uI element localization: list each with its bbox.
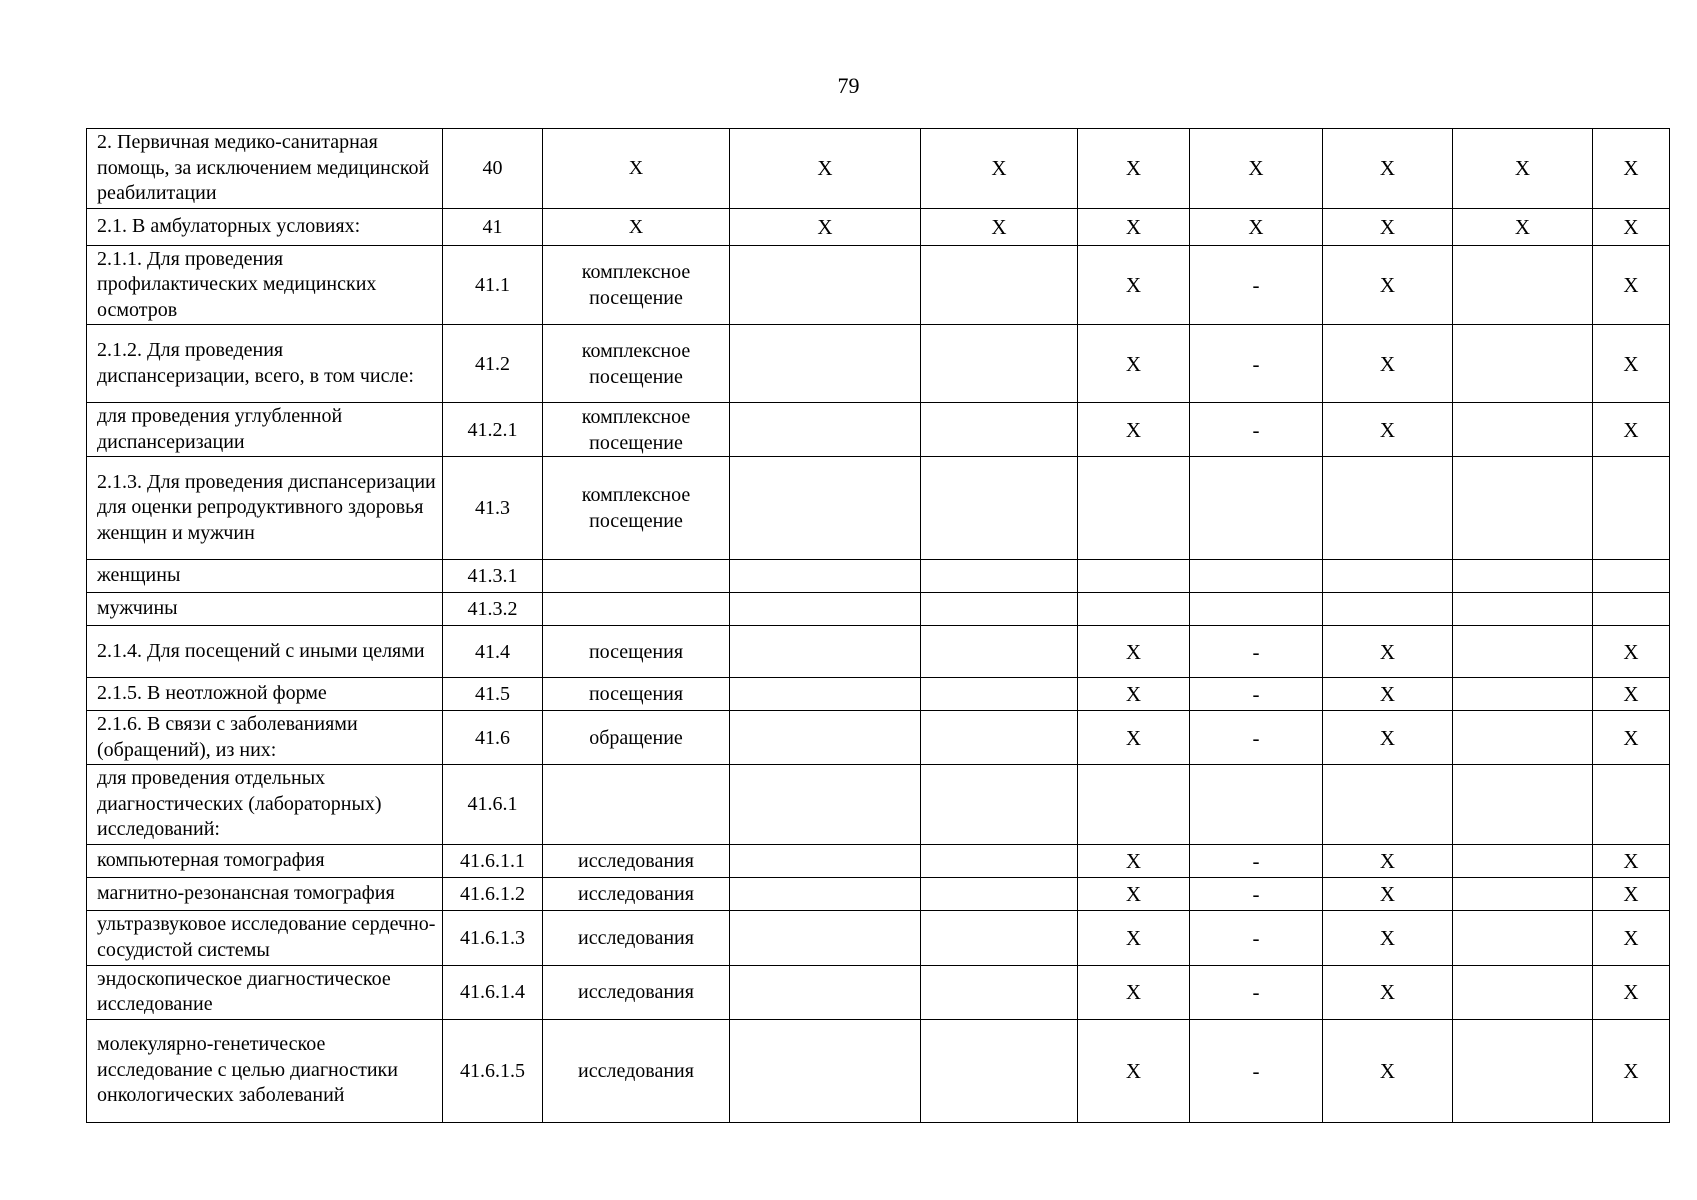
table-row	[87, 1019, 1670, 1122]
row-cell-6: X	[1078, 403, 1190, 457]
row-cell-10: X	[1593, 325, 1670, 403]
row-cell-4	[730, 910, 921, 965]
row-cell-9	[1453, 560, 1593, 593]
row-unit	[543, 560, 730, 593]
row-cell-5	[921, 403, 1078, 457]
row-cell-4	[730, 457, 921, 560]
row-cell-7: -	[1190, 877, 1323, 910]
row-unit: X	[543, 129, 730, 209]
row-cell-8	[1323, 560, 1453, 593]
row-cell-7: -	[1190, 325, 1323, 403]
row-name: для проведения углубленной диспансеризации	[87, 403, 443, 457]
table-row	[87, 403, 1670, 457]
row-cell-6: X	[1078, 245, 1190, 325]
row-cell-8: X	[1323, 844, 1453, 877]
row-cell-4: X	[730, 129, 921, 209]
row-cell-8	[1323, 457, 1453, 560]
row-cell-9: X	[1453, 129, 1593, 209]
row-cell-9	[1453, 325, 1593, 403]
row-unit: исследования	[543, 844, 730, 877]
row-unit: комплексное посещение	[543, 245, 730, 325]
row-code: 41.3.1	[443, 560, 543, 593]
table-row	[87, 457, 1670, 560]
row-cell-5	[921, 711, 1078, 765]
row-cell-6: X	[1078, 129, 1190, 209]
row-cell-7: -	[1190, 844, 1323, 877]
row-name: 2. Первичная медико-санитарная помощь, за исключением медицинской реабилитации	[87, 129, 443, 209]
row-cell-10: X	[1593, 678, 1670, 711]
table-row	[87, 560, 1670, 593]
row-code: 41.4	[443, 626, 543, 678]
row-cell-4	[730, 560, 921, 593]
row-cell-8: X	[1323, 1019, 1453, 1122]
row-cell-10: X	[1593, 245, 1670, 325]
row-name: 2.1.5. В неотложной форме	[87, 678, 443, 711]
row-cell-8: X	[1323, 208, 1453, 245]
row-cell-4	[730, 325, 921, 403]
row-name: 2.1.2. Для проведения диспансеризации, всего, в том числе:	[87, 325, 443, 403]
row-code: 41.3	[443, 457, 543, 560]
row-cell-8	[1323, 765, 1453, 845]
row-cell-9	[1453, 711, 1593, 765]
row-cell-9	[1453, 965, 1593, 1019]
row-cell-4	[730, 965, 921, 1019]
row-cell-6: X	[1078, 877, 1190, 910]
row-cell-8: X	[1323, 626, 1453, 678]
page-number: 79	[837, 73, 860, 98]
row-cell-10: X	[1593, 403, 1670, 457]
row-cell-5	[921, 1019, 1078, 1122]
row-cell-5	[921, 965, 1078, 1019]
row-name: 2.1. В амбулаторных условиях:	[87, 208, 443, 245]
row-cell-8: X	[1323, 325, 1453, 403]
row-code: 41.6.1.4	[443, 965, 543, 1019]
row-cell-4	[730, 593, 921, 626]
row-cell-6: X	[1078, 844, 1190, 877]
row-cell-6	[1078, 560, 1190, 593]
row-cell-8: X	[1323, 965, 1453, 1019]
row-cell-5	[921, 457, 1078, 560]
row-cell-7: -	[1190, 1019, 1323, 1122]
row-cell-7: X	[1190, 208, 1323, 245]
row-cell-7	[1190, 560, 1323, 593]
row-unit: посещения	[543, 678, 730, 711]
row-cell-4	[730, 877, 921, 910]
row-cell-7: X	[1190, 129, 1323, 209]
row-cell-4: X	[730, 208, 921, 245]
row-code: 41.6	[443, 711, 543, 765]
row-cell-5	[921, 593, 1078, 626]
table-row	[87, 593, 1670, 626]
row-cell-10: X	[1593, 965, 1670, 1019]
row-unit: исследования	[543, 910, 730, 965]
row-name: магнитно-резонансная томография	[87, 877, 443, 910]
row-name: 2.1.6. В связи с заболеваниями (обращений), из них:	[87, 711, 443, 765]
table-row	[87, 678, 1670, 711]
row-cell-10	[1593, 593, 1670, 626]
row-code: 41.6.1.5	[443, 1019, 543, 1122]
row-cell-8: X	[1323, 129, 1453, 209]
row-cell-9	[1453, 1019, 1593, 1122]
row-cell-9	[1453, 765, 1593, 845]
row-cell-6: X	[1078, 626, 1190, 678]
row-cell-4	[730, 1019, 921, 1122]
row-code: 41	[443, 208, 543, 245]
row-cell-5	[921, 910, 1078, 965]
row-cell-9: X	[1453, 208, 1593, 245]
row-cell-7: -	[1190, 711, 1323, 765]
row-cell-7: -	[1190, 626, 1323, 678]
row-cell-9	[1453, 844, 1593, 877]
row-cell-9	[1453, 403, 1593, 457]
row-unit: обращение	[543, 711, 730, 765]
table-row	[87, 129, 1670, 209]
row-cell-4	[730, 245, 921, 325]
row-name: 2.1.4. Для посещений с иными целями	[87, 626, 443, 678]
table-row	[87, 626, 1670, 678]
row-cell-9	[1453, 877, 1593, 910]
row-code: 41.2	[443, 325, 543, 403]
row-cell-10: X	[1593, 208, 1670, 245]
row-code: 41.6.1.1	[443, 844, 543, 877]
row-cell-7: -	[1190, 245, 1323, 325]
row-cell-5	[921, 765, 1078, 845]
row-cell-6: X	[1078, 325, 1190, 403]
row-cell-10: X	[1593, 910, 1670, 965]
table-row	[87, 910, 1670, 965]
row-cell-10: X	[1593, 711, 1670, 765]
row-cell-8: X	[1323, 403, 1453, 457]
row-cell-5	[921, 678, 1078, 711]
row-cell-5	[921, 626, 1078, 678]
row-unit: комплексное посещение	[543, 403, 730, 457]
row-code: 41.3.2	[443, 593, 543, 626]
row-unit: исследования	[543, 965, 730, 1019]
row-cell-8	[1323, 593, 1453, 626]
row-cell-9	[1453, 910, 1593, 965]
row-cell-9	[1453, 245, 1593, 325]
row-cell-5	[921, 245, 1078, 325]
row-cell-10	[1593, 457, 1670, 560]
row-cell-6: X	[1078, 711, 1190, 765]
row-cell-7: -	[1190, 403, 1323, 457]
table-row	[87, 765, 1670, 845]
row-code: 41.5	[443, 678, 543, 711]
row-unit: исследования	[543, 1019, 730, 1122]
table-row	[87, 208, 1670, 245]
row-name: для проведения отдельных диагностических (лабораторных) исследований:	[87, 765, 443, 845]
row-cell-7: -	[1190, 965, 1323, 1019]
row-cell-9	[1453, 457, 1593, 560]
row-cell-7	[1190, 765, 1323, 845]
row-cell-5: X	[921, 208, 1078, 245]
row-cell-9	[1453, 593, 1593, 626]
row-cell-10: X	[1593, 1019, 1670, 1122]
table-row	[87, 325, 1670, 403]
table-row	[87, 877, 1670, 910]
row-cell-4	[730, 765, 921, 845]
row-unit: исследования	[543, 877, 730, 910]
row-cell-10: X	[1593, 626, 1670, 678]
row-cell-5	[921, 325, 1078, 403]
row-unit	[543, 593, 730, 626]
row-cell-6	[1078, 457, 1190, 560]
row-cell-10: X	[1593, 844, 1670, 877]
row-cell-9	[1453, 678, 1593, 711]
row-cell-4	[730, 626, 921, 678]
row-name: 2.1.3. Для проведения диспансеризации для оценки репродуктивного здоровья женщин и мужчин	[87, 457, 443, 560]
row-cell-9	[1453, 626, 1593, 678]
row-code: 41.6.1	[443, 765, 543, 845]
table-row	[87, 844, 1670, 877]
row-cell-8: X	[1323, 245, 1453, 325]
row-cell-8: X	[1323, 678, 1453, 711]
table-row	[87, 711, 1670, 765]
row-cell-8: X	[1323, 910, 1453, 965]
row-cell-4	[730, 844, 921, 877]
row-unit: комплексное посещение	[543, 457, 730, 560]
row-cell-7	[1190, 593, 1323, 626]
row-cell-10: X	[1593, 877, 1670, 910]
row-code: 41.6.1.3	[443, 910, 543, 965]
row-cell-5	[921, 560, 1078, 593]
row-name: женщины	[87, 560, 443, 593]
row-cell-4	[730, 711, 921, 765]
row-name: компьютерная томография	[87, 844, 443, 877]
row-name: 2.1.1. Для проведения профилактических медицинских осмотров	[87, 245, 443, 325]
row-name: эндоскопическое диагностическое исследование	[87, 965, 443, 1019]
row-cell-6: X	[1078, 965, 1190, 1019]
row-cell-5	[921, 844, 1078, 877]
row-cell-10	[1593, 765, 1670, 845]
row-cell-5: X	[921, 129, 1078, 209]
row-cell-6	[1078, 765, 1190, 845]
row-cell-5	[921, 877, 1078, 910]
row-cell-7	[1190, 457, 1323, 560]
row-cell-10	[1593, 560, 1670, 593]
row-unit: комплексное посещение	[543, 325, 730, 403]
table-row	[87, 245, 1670, 325]
row-name: ультразвуковое исследование сердечно-сосудистой системы	[87, 910, 443, 965]
row-cell-6: X	[1078, 910, 1190, 965]
row-name: мужчины	[87, 593, 443, 626]
row-cell-7: -	[1190, 678, 1323, 711]
row-cell-7: -	[1190, 910, 1323, 965]
row-code: 40	[443, 129, 543, 209]
row-code: 41.2.1	[443, 403, 543, 457]
row-cell-6: X	[1078, 678, 1190, 711]
services-table	[86, 128, 1670, 1123]
table-row	[87, 965, 1670, 1019]
row-cell-4	[730, 678, 921, 711]
row-cell-6: X	[1078, 1019, 1190, 1122]
row-code: 41.1	[443, 245, 543, 325]
row-unit: посещения	[543, 626, 730, 678]
row-unit	[543, 765, 730, 845]
row-name: молекулярно-генетическое исследование с целью диагностики онкологических заболеваний	[87, 1019, 443, 1122]
row-cell-4	[730, 403, 921, 457]
row-cell-10: X	[1593, 129, 1670, 209]
row-cell-6: X	[1078, 208, 1190, 245]
row-cell-6	[1078, 593, 1190, 626]
row-code: 41.6.1.2	[443, 877, 543, 910]
row-cell-8: X	[1323, 711, 1453, 765]
row-unit: X	[543, 208, 730, 245]
row-cell-8: X	[1323, 877, 1453, 910]
